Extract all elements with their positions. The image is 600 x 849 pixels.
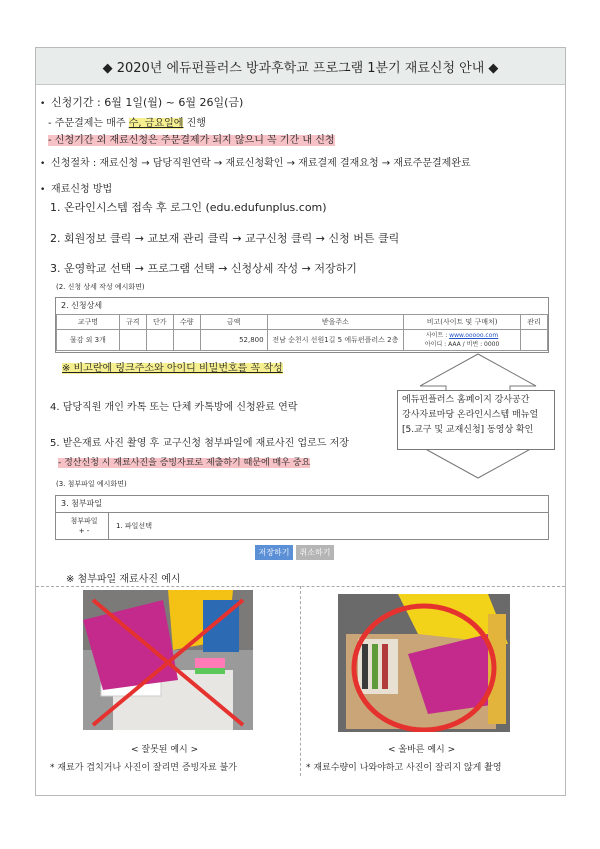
file-select[interactable]: 1. 파일선택: [116, 522, 152, 530]
manual-info-box: [397, 390, 555, 450]
payment-note-prefix: - 주문결제는 매주: [48, 118, 129, 129]
col-address: 받을주소: [267, 315, 404, 330]
col-manage: 관리: [520, 315, 547, 330]
wrong-example-photo: [83, 590, 253, 730]
method-heading: [40, 180, 112, 195]
period-line: [40, 94, 243, 110]
step-1: 1. 온라인시스템 접속 후 로그인 (edu.edufunplus.com): [50, 201, 327, 214]
cell-note: [404, 330, 521, 351]
save-button[interactable]: 저장하기: [255, 545, 293, 560]
step-5-note: [58, 455, 310, 468]
step-2: 2. 회원정보 클릭 → 교보재 관리 클릭 → 교구신청 클릭 → 신청 버튼 클릭: [50, 232, 400, 245]
account-text: 아이디 : AAA / 비번 : 0000: [424, 341, 500, 348]
method-label: 재료신청 방법: [51, 184, 113, 195]
col-item: 교구명: [57, 315, 120, 330]
right-note: * 재료수량이 나와야하고 사진이 잘리지 않게 촬영: [306, 763, 502, 773]
col-qty: 수량: [173, 315, 200, 330]
procedure-text: 신청절차 : 재료신청 → 담당직원연락 → 재료신청확인 → 재료결제 결재요청 → 재료주문결제완료: [51, 158, 471, 169]
photo-heading: ※ 첨부파일 재료사진 예시: [66, 574, 181, 585]
link-note-text: ※ 비고란에 링크주소와 아이디 비밀번호를 꼭 작성: [62, 363, 283, 374]
table-row: [57, 330, 548, 351]
bullet-icon: •: [40, 185, 52, 195]
cell-item: 물감 외 3개: [57, 330, 120, 351]
cancel-button[interactable]: 취소하기: [296, 545, 334, 560]
col-spec: 규격: [119, 315, 146, 330]
cell-spec: [119, 330, 146, 351]
site-label: 사이트 :: [425, 332, 450, 339]
table-header-row: [57, 315, 548, 330]
step-3: 3. 운영학교 선택 → 프로그램 선택 → 신청상세 작성 → 저장하기: [50, 262, 357, 275]
attach-add-remove[interactable]: + -: [78, 527, 90, 535]
col-price: 단가: [146, 315, 173, 330]
step-4: 4. 담당직원 개인 카톡 또는 단체 카톡방에 신청완료 연락: [50, 402, 298, 413]
col-amount: 금액: [200, 315, 267, 330]
page-title: ◆ 2020년 에듀펀플러스 방과후학교 프로그램 1분기 재료신청 안내 ◆: [36, 48, 565, 85]
step-5-note-text: - 정산신청 시 재료사진을 증빙자료로 제출하기 때문에 매우 중요: [58, 458, 311, 468]
detail-table: [56, 314, 548, 351]
cell-address: 전남 순천시 선원1길 5 에듀펀플러스 2층: [267, 330, 404, 351]
site-link[interactable]: www.ooooo.com: [449, 332, 499, 339]
right-example-photo: [338, 594, 510, 732]
cell-manage: [520, 330, 547, 351]
step-3-caption: (2. 신청 상세 작성 예시화면): [56, 283, 145, 291]
attach-divider: [108, 513, 109, 539]
step-5-caption: (3. 첨부파일 예시화면): [56, 480, 127, 488]
info-line-1: 에듀펀플러스 홈페이지 강사공간: [402, 395, 530, 405]
payment-note-suffix: 진행: [183, 118, 206, 129]
cell-price: [146, 330, 173, 351]
wrong-caption: < 잘못된 예시 >: [131, 745, 199, 755]
cell-qty: [173, 330, 200, 351]
period-label: 신청기간 : 6월 1일(월) ~ 6월 26일(금): [51, 96, 244, 109]
payment-days-highlight: 수, 금요일에: [128, 118, 184, 129]
bullet-icon: •: [40, 99, 52, 109]
step-5: 5. 받은재료 사진 촬영 후 교구신청 첨부파일에 재료사진 업로드 저장: [50, 438, 349, 449]
deadline-note: [48, 131, 335, 146]
wrong-note: * 재료가 겹치거나 사진이 잘리면 증빙자료 불가: [50, 763, 237, 773]
photo-divider-mid: [300, 586, 302, 776]
deadline-note-text: - 신청기간 외 재료신청은 주문결제가 되지 않으니 꼭 기간 내 신청: [48, 135, 335, 146]
attach-panel-header: 3. 첨부파일: [56, 496, 548, 513]
attach-panel: [55, 495, 549, 540]
link-note: [62, 359, 283, 374]
attach-label: [64, 516, 104, 536]
info-line-2: 강사자료마당 온라인시스템 매뉴얼: [402, 410, 539, 420]
bullet-icon: •: [40, 159, 52, 169]
payment-note: [48, 114, 206, 129]
cell-amount: 52,800: [200, 330, 267, 351]
detail-panel-header: 2. 신청상세: [56, 298, 548, 315]
right-caption: < 올바른 예시 >: [388, 745, 456, 755]
info-line-3: [5.교구 및 교재신청] 동영상 확인: [402, 425, 534, 435]
procedure-line: [40, 154, 471, 169]
attach-label-text: 첨부파일: [70, 517, 98, 525]
col-note: 비고(사이트 및 구매처): [404, 315, 521, 330]
